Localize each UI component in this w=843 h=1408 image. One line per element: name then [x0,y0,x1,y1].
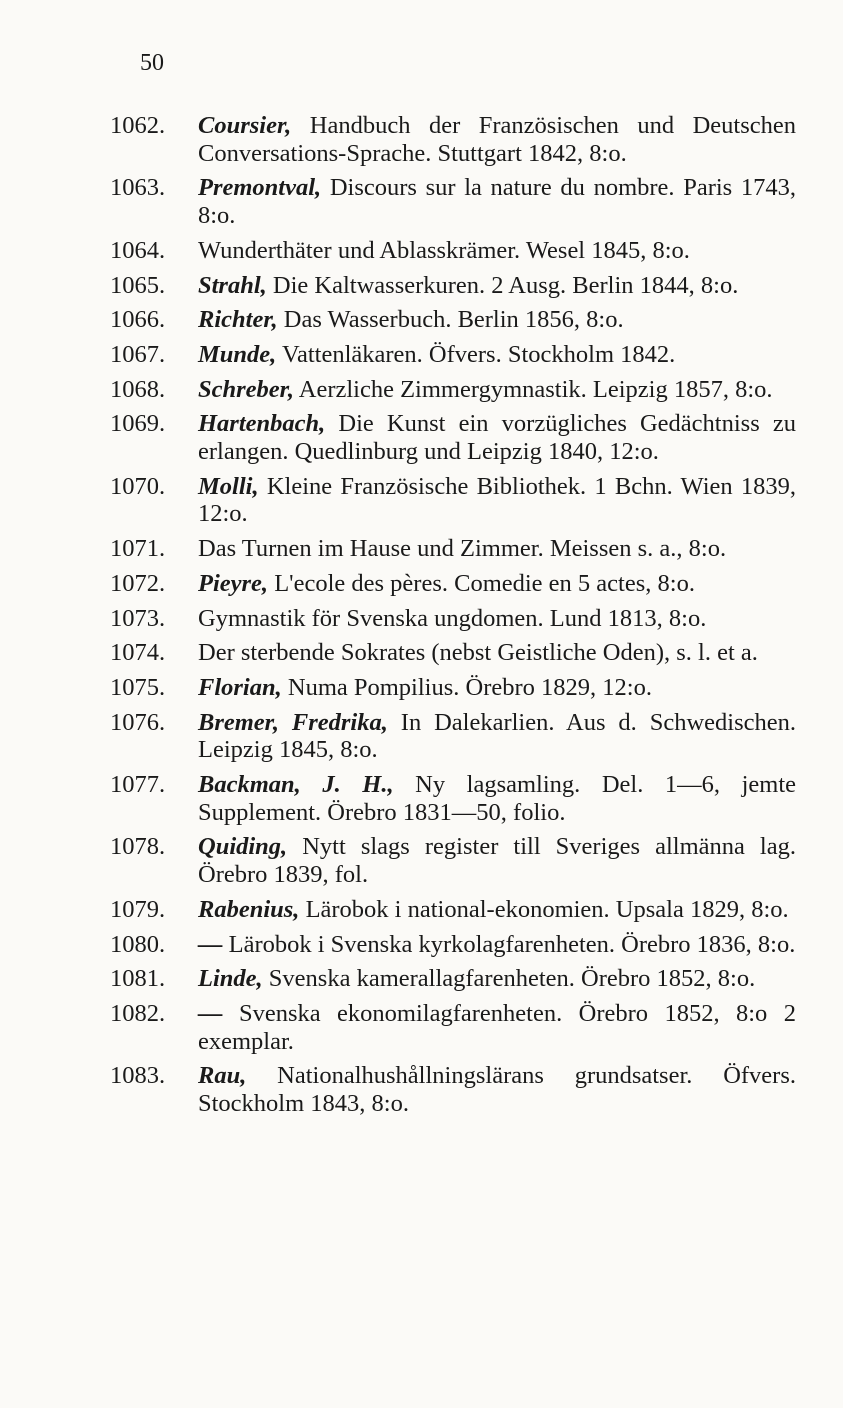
entry-number: 1074. [110,639,166,667]
entry-text: Wunderthäter und Ablasskrämer. Wesel 1845, 8:o. [198,236,690,264]
catalog-entry [110,896,796,924]
entry-author: Strahl, [198,271,267,299]
entry-number: 1070. [110,472,166,500]
entry-author: Schreber, [198,375,294,403]
entry-number: 1078. [110,833,166,861]
entry-body [198,237,796,265]
entry-number: 1072. [110,569,166,597]
entry-author: Molli, [198,472,259,500]
entry-body [198,931,796,959]
entry-number: 1062. [110,112,166,139]
entry-text: In Dalekarlien. Aus d. Schwedischen. Leipzig 1845, 8:o. [198,708,796,764]
entry-author: — [198,930,223,958]
catalog-entry [110,535,796,563]
entry-text: Ny lagsamling. Del. 1—6, jemte Supplement. Örebro 1831—50, folio. [198,771,796,826]
entry-number: 1076. [110,708,166,736]
catalog-entry [110,1062,796,1117]
entry-body [198,1000,796,1055]
catalog-entry [110,570,796,598]
entry-author: Premontval, [198,174,322,202]
entry-body [198,535,796,563]
catalog-entry [110,1000,796,1055]
entry-number: 1077. [110,771,166,799]
entry-number: 1068. [110,375,166,403]
entry-author: Richter, [198,306,278,334]
entry-author: Quiding, [198,833,288,861]
entry-body [198,174,796,229]
catalog-entry [110,709,796,764]
catalog-entry [110,174,796,229]
entry-number: 1067. [110,340,166,368]
entry-body [198,306,796,334]
entry-text: Lärobok i Svenska kyrkolagfarenheten. Örebro 1836, 8:o. [228,930,796,958]
entry-body [198,674,796,702]
catalog-entry [110,833,796,888]
entry-text: Svenska ekonomilagfarenheten. Örebro 1852, 8:o 2 exemplar. [198,999,796,1055]
entry-number: 1073. [110,604,166,632]
entry-body [198,833,796,888]
entry-number: 1064. [110,236,166,264]
entry-number: 1075. [110,673,166,701]
entry-text: Lärobok i national-ekonomien. Upsala 1829, 8:o. [305,895,789,923]
entry-number: 1065. [110,271,166,299]
entry-author: Rabenius, [198,895,300,923]
entry-body [198,1062,796,1117]
entry-number: 1083. [110,1062,166,1090]
entry-number: 1080. [110,930,166,958]
entry-text: Die Kaltwasserkuren. 2 Ausg. Berlin 1844, 8:o. [272,271,739,299]
catalog-entry [110,306,796,334]
entry-body [198,570,796,598]
entry-number: 1063. [110,174,166,202]
entry-body [198,639,796,667]
catalog-entry [110,410,796,465]
catalog-entry [110,341,796,369]
entry-author: Florian, [198,673,282,701]
entry-text: Kleine Französische Bibliothek. 1 Bchn. Wien 1839, 12:o. [198,472,797,528]
entry-author: Pieyre, [198,569,269,597]
catalog-entry [110,965,796,993]
entry-body [198,965,796,993]
entry-text: Der sterbende Sokrates (nebst Geistliche Oden), s. l. et a. [198,639,758,667]
entry-body [198,771,796,826]
catalog-entry [110,771,796,826]
entry-body [198,341,796,369]
catalog-entry [110,112,796,167]
entry-body [198,410,796,465]
entry-number: 1081. [110,965,166,993]
entry-text: Vattenläkaren. Öfvers. Stockholm 1842. [281,340,676,368]
entry-body [198,896,796,924]
entry-author: Linde, [198,965,263,993]
catalog-entry [110,376,796,404]
entry-text: Aerzliche Zimmergymnastik. Leipzig 1857, 8:o. [298,375,773,403]
entry-text: Nytt slags register till Sveriges allmänna lag. Örebro 1839, fol. [198,833,796,889]
entry-author: Bremer, Fredrika, [198,708,388,736]
entry-number: 1066. [110,306,166,334]
catalog-entry [110,605,796,633]
entry-author: — [198,999,223,1027]
catalog-entry [110,473,796,528]
entry-author: Hartenbach, [198,410,326,438]
entry-body [198,473,796,528]
catalog-entry [110,639,796,667]
entry-author: Munde, [198,340,277,368]
entry-text: Die Kunst ein vorzügliches Gedächtniss zu erlangen. Quedlinburg und Leipzig 1840, 12:o. [198,410,796,466]
entry-text: Handbuch der Französischen und Deutschen Conversations-Sprache. Stuttgart 1842, 8:o. [198,112,796,167]
entry-text: L'ecole des pères. Comedie en 5 actes, 8:o. [274,569,695,597]
catalog-entry [110,272,796,300]
entry-body [198,272,796,300]
entry-text: Gymnastik för Svenska ungdomen. Lund 1813, 8:o. [198,604,707,632]
entry-body [198,376,796,404]
entry-number: 1071. [110,535,166,563]
catalog-entry [110,237,796,265]
entry-text: Discours sur la nature du nombre. Paris 1743, 8:o. [198,174,797,230]
entry-author: Coursier, [198,112,292,139]
entry-body [198,112,796,167]
entry-author: Backman, J. H., [198,771,394,799]
catalog-list [110,112,796,1125]
entry-text: Das Wasserbuch. Berlin 1856, 8:o. [283,306,624,334]
page-number: 50 [140,50,164,76]
entry-text: Numa Pompilius. Örebro 1829, 12:o. [287,673,652,701]
entry-text: Nationalhushållningslärans grundsatser. Öfvers. Stockholm 1843, 8:o. [198,1062,797,1118]
entry-number: 1069. [110,410,166,438]
catalog-entry [110,931,796,959]
entry-number: 1082. [110,999,166,1027]
entry-author: Rau, [198,1062,247,1090]
entry-number: 1079. [110,895,166,923]
entry-body [198,709,796,764]
entry-text: Das Turnen im Hause und Zimmer. Meissen s. a., 8:o. [198,535,727,563]
entry-body [198,605,796,633]
catalog-entry [110,674,796,702]
entry-text: Svenska kamerallagfarenheten. Örebro 1852, 8:o. [268,965,756,993]
